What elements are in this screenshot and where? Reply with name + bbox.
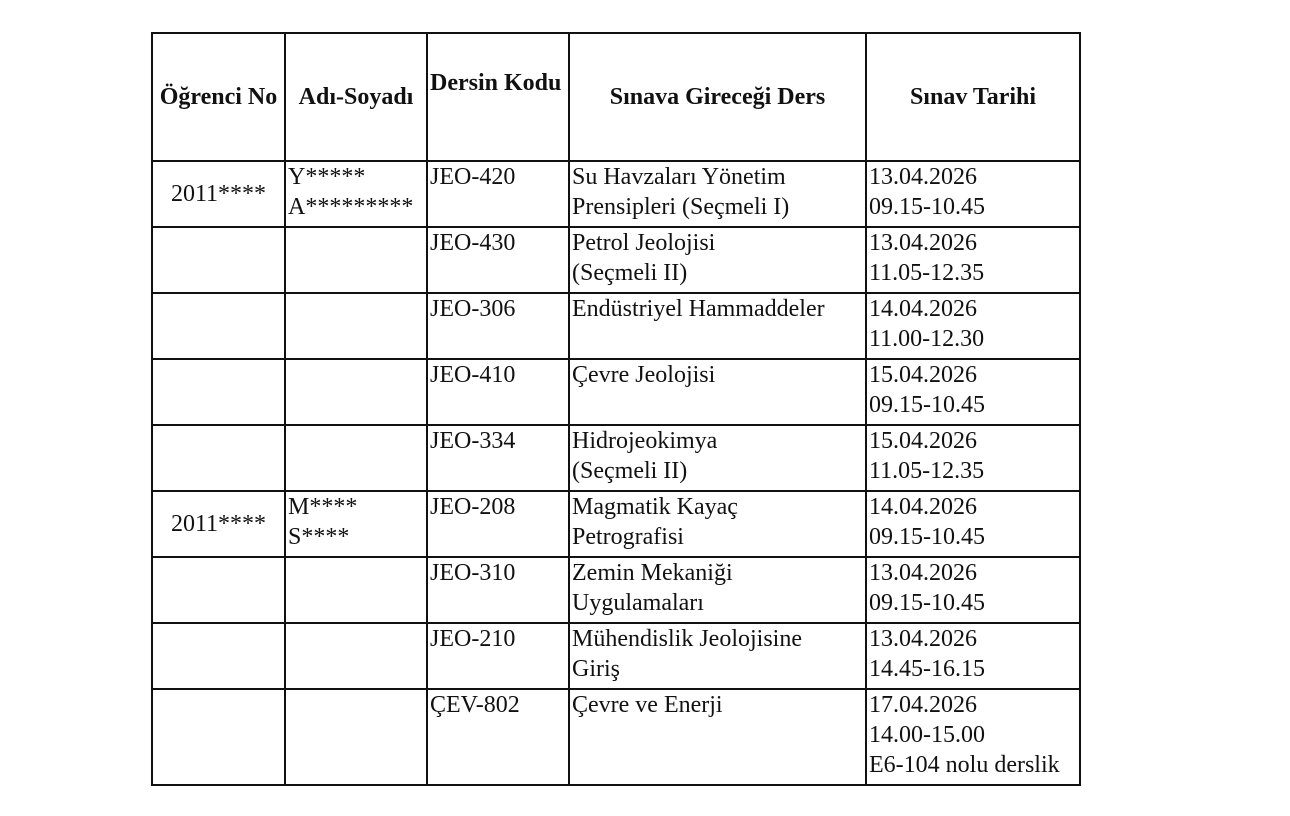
exam-time: 14.00-15.00	[869, 722, 985, 748]
exam-date-cell	[866, 425, 1080, 491]
course-name-line-2: Petrografisi	[572, 524, 684, 550]
course-name-line-2: (Seçmeli II)	[572, 260, 688, 286]
header-name: Adı-Soyadı	[285, 33, 427, 161]
student-no-cell	[152, 359, 285, 425]
exam-date: 13.04.2026	[869, 560, 977, 586]
header-course-name: Sınava Gireceği Ders	[569, 33, 866, 161]
name-cell	[285, 293, 427, 359]
exam-time: 11.05-12.35	[869, 260, 985, 286]
course-code-cell: JEO-410	[427, 359, 569, 425]
name-line: Y*****	[288, 164, 366, 190]
table-row	[152, 293, 1080, 359]
course-name-cell	[569, 557, 866, 623]
exam-date: 17.04.2026	[869, 692, 977, 718]
student-no-cell	[152, 293, 285, 359]
exam-date: 13.04.2026	[869, 164, 977, 190]
name-cell	[285, 689, 427, 785]
course-name-cell	[569, 359, 866, 425]
name-cell	[285, 161, 427, 227]
header-course-code: Dersin Kodu	[427, 33, 569, 161]
table-header	[152, 33, 1080, 161]
course-name-cell	[569, 161, 866, 227]
course-name-line-2: Giriş	[572, 656, 620, 682]
exam-time: 09.15-10.45	[869, 392, 985, 418]
name-cell	[285, 425, 427, 491]
exam-date: 13.04.2026	[869, 626, 977, 652]
course-code-cell: JEO-310	[427, 557, 569, 623]
table-row	[152, 425, 1080, 491]
header-exam-date: Sınav Tarihi	[866, 33, 1080, 161]
exam-time: 09.15-10.45	[869, 524, 985, 550]
course-code-cell: JEO-208	[427, 491, 569, 557]
student-no-cell	[152, 623, 285, 689]
course-name-line: Su Havzaları Yönetim	[572, 164, 786, 190]
course-code-cell: JEO-334	[427, 425, 569, 491]
course-name-line-2: Prensipleri (Seçmeli I)	[572, 194, 790, 220]
course-name-line: Zemin Mekaniği	[572, 560, 733, 586]
course-name-cell	[569, 689, 866, 785]
student-no-cell	[152, 227, 285, 293]
name-cell	[285, 359, 427, 425]
name-cell	[285, 227, 427, 293]
exam-time: 09.15-10.45	[869, 194, 985, 220]
surname-line: A*********	[288, 194, 414, 220]
exam-time: 11.05-12.35	[869, 458, 985, 484]
exam-date-cell	[866, 161, 1080, 227]
course-name-cell	[569, 425, 866, 491]
exam-date: 14.04.2026	[869, 296, 977, 322]
student-no-cell: 2011****	[152, 491, 285, 557]
exam-date-cell	[866, 689, 1080, 785]
course-name-line: Endüstriyel Hammaddeler	[572, 296, 825, 322]
exam-time: 11.00-12.30	[869, 326, 985, 352]
name-line: M****	[288, 494, 358, 520]
table-row	[152, 359, 1080, 425]
table-row	[152, 491, 1080, 557]
exam-time: 14.45-16.15	[869, 656, 985, 682]
course-name-line-2: Uygulamaları	[572, 590, 704, 616]
exam-date-cell	[866, 491, 1080, 557]
student-no-cell	[152, 557, 285, 623]
exam-date-cell	[866, 623, 1080, 689]
student-no-cell	[152, 425, 285, 491]
exam-date: 15.04.2026	[869, 428, 977, 454]
course-name-cell	[569, 623, 866, 689]
exam-location: E6-104 nolu derslik	[869, 752, 1060, 778]
student-no-cell	[152, 689, 285, 785]
name-cell	[285, 491, 427, 557]
course-name-line: Çevre ve Enerji	[572, 692, 723, 718]
course-name-cell	[569, 293, 866, 359]
course-name-line: Petrol Jeolojisi	[572, 230, 716, 256]
table-row	[152, 557, 1080, 623]
course-name-line: Çevre Jeolojisi	[572, 362, 716, 388]
exam-time: 09.15-10.45	[869, 590, 985, 616]
name-cell	[285, 623, 427, 689]
exam-date-cell	[866, 227, 1080, 293]
course-code-cell: JEO-420	[427, 161, 569, 227]
exam-date: 13.04.2026	[869, 230, 977, 256]
table-row	[152, 227, 1080, 293]
table-row	[152, 161, 1080, 227]
exam-date-cell	[866, 557, 1080, 623]
exam-date-cell	[866, 359, 1080, 425]
course-name-cell	[569, 491, 866, 557]
table-body	[152, 161, 1080, 785]
name-cell	[285, 557, 427, 623]
course-name-cell	[569, 227, 866, 293]
course-code-cell: JEO-210	[427, 623, 569, 689]
exam-date: 14.04.2026	[869, 494, 977, 520]
exam-date-cell	[866, 293, 1080, 359]
surname-line: S****	[288, 524, 350, 550]
course-code-cell: JEO-306	[427, 293, 569, 359]
exam-schedule-table	[151, 32, 1081, 786]
exam-date: 15.04.2026	[869, 362, 977, 388]
course-code-cell: ÇEV-802	[427, 689, 569, 785]
course-name-line: Hidrojeokimya	[572, 428, 718, 454]
course-code-cell: JEO-430	[427, 227, 569, 293]
table-row	[152, 623, 1080, 689]
course-name-line: Mühendislik Jeolojisine	[572, 626, 802, 652]
table-row	[152, 689, 1080, 785]
header-student-no: Öğrenci No	[152, 33, 285, 161]
course-name-line-2: (Seçmeli II)	[572, 458, 688, 484]
header-row	[152, 33, 1080, 161]
student-no-cell: 2011****	[152, 161, 285, 227]
course-name-line: Magmatik Kayaç	[572, 494, 738, 520]
